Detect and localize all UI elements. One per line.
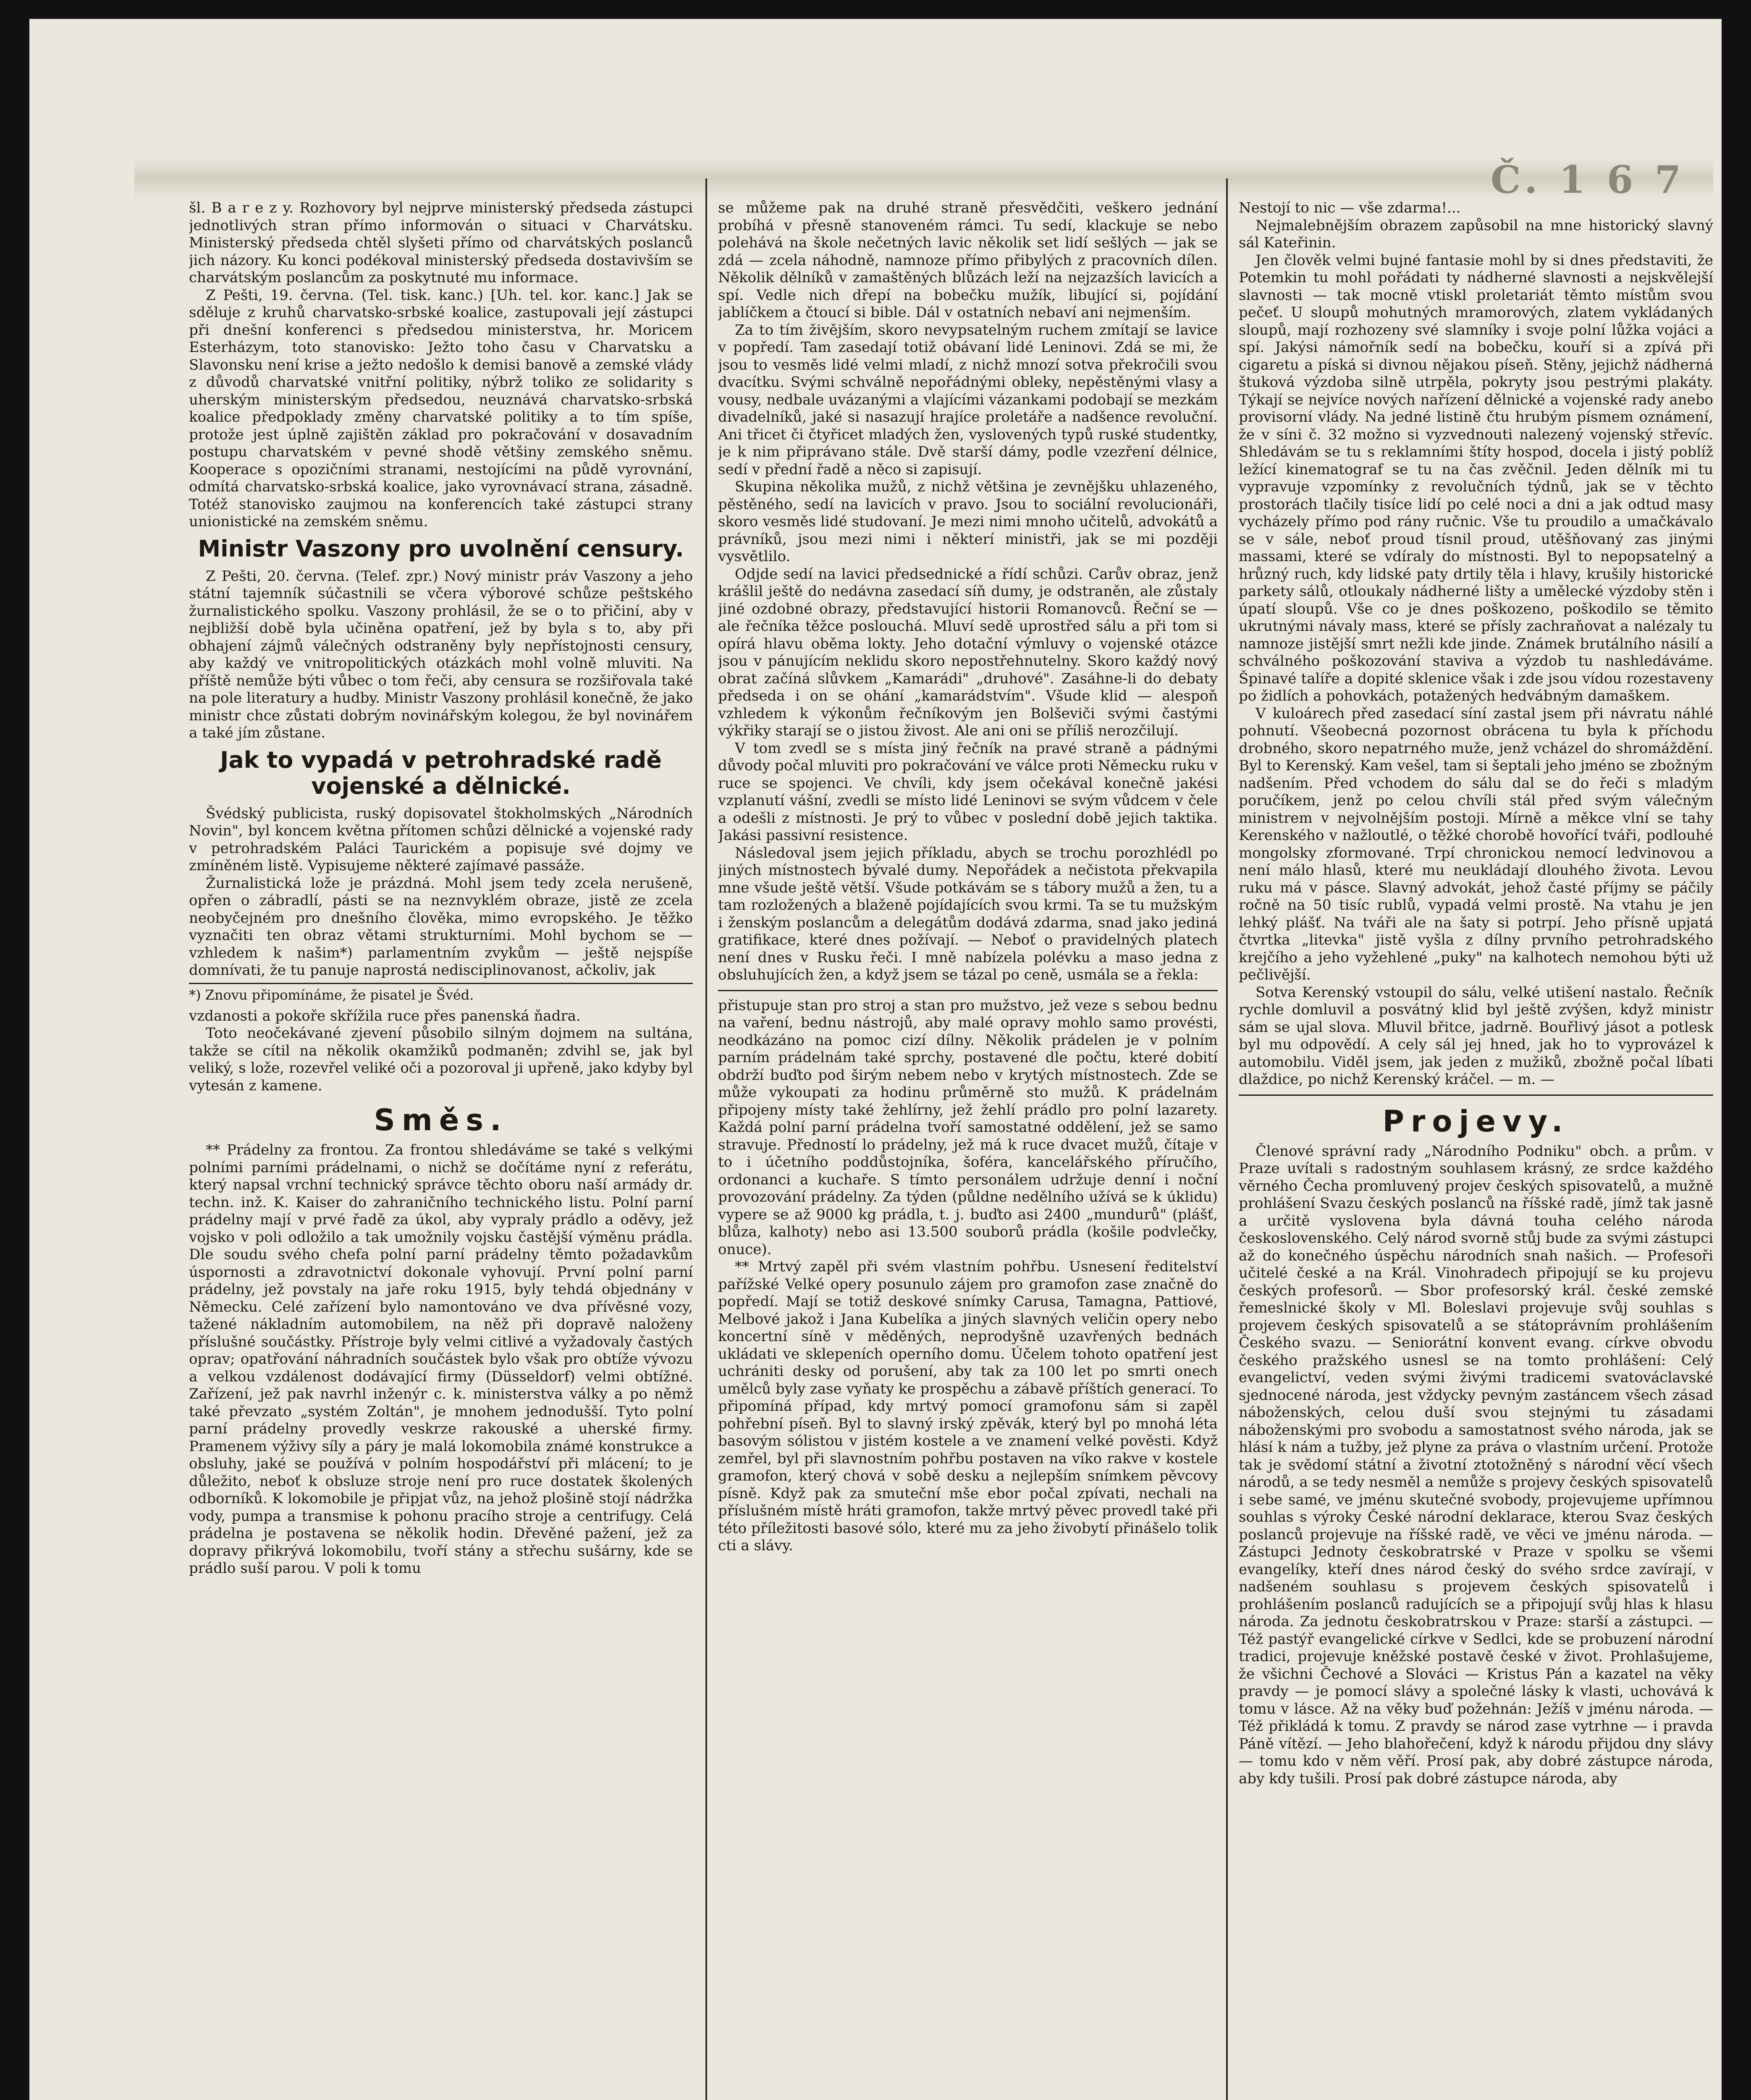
paragraph: Sotva Kerenský vstoupil do sálu, velké utišení nastalo. Řečník rychle domluvil a posvátný klid byl ještě zvýšen, když ministr sám se ujal slova. Mluvil břitce, jadrně. Bouřlivý jásot a potlesk byl mu odpovědí. A cely sál jej hned, jak ho to vyprovázel k automobilu. Viděl jsem, jak jeden z mužiků, zbožně počal líbati dlaždice, po nichž Kerenský kráčel. — m. — [1239, 984, 1713, 1088]
column-middle [718, 200, 1218, 2100]
paragraph: Za to tím živějším, skoro nevypsatelným ruchem zmítají se lavice v popředí. Tam zasedají totiž obávaní lidé Leninovi. Zdá se mi, že jsou to vesměs lidé velmi mladí, z nichž mnozí sotva překročili svou dvacítku. Svými schválně nepořádnými obleky, nepěstěnými vlasy a vousy, nedbale uvázanými a vlajícími vázankami podobají se mezkám divadelníků, jaké si nasazují hrajíce proletáře a nadšence revoluční. Ani třicet či čtyřicet mladých žen, vyslovených typů ruské studentky, je k nim připrávano stále. Dvě starší dámy, podle vzezření délnice, sedí v přední řadě a něco si zapisují. [718, 321, 1218, 478]
paragraph: V kuloárech před zasedací síní zastal jsem při návratu náhlé pohnutí. Všeobecná pozornost obrácena tu byla k příchodu drobného, skoro nepatrného muže, jenž vcházel do shromáždění. Byl to Kerenský. Kam vešel, tam si šeptali jeho jméno se zbožným nadšením. Před vchodem do sálu dal se do řeči s mladým poručíkem, jenž po celou chvíli stál před svým válečným ministrem v nejvolnějším postoji. Mírně a měkce vlní se tahy Kerenského v nažloutlé, o těžké chorobě hovořící tváři, podlouhé mongolsky zformované. Trpí chronickou nemocí ledvinovou a není málo hlasů, které mu neukládají dlouhého života. Levou ruku má v pásce. Slavný advokát, jehož časté příjmy se páčily ročně na 50 tisíc rublů, vypadá velmi prostě. Na vtahu je jen lehký plášť. Na tváři ale na šaty si potrpí. Jeho přísně upjatá čtvrtka „litevka" jistě vyšla z dílny prvního petrohradského krejčího a jeho vyžehlené „puky" na kalhotech nemohou býti už pečlivější. [1239, 705, 1713, 983]
divider [1239, 1095, 1713, 1096]
paragraph: ** Prádelny za frontou. Za frontou shledáváme se také s velkými polními parními prádelnami, o nichž se dočítáme nyní z referátu, který napsal vrchní technický správce těchto oboru naší armády dr. techn. inž. K. Kaiser do zahraničního technického listu. Polní parní prádelny mají v prvé řadě za úkol, aby vypraly prádlo a oděvy, jež vojsko v poli odložilo a tak umožnily vojsku častější výměnu prádla. Dle soudu svého chefa polní parní prádelny těmto požadavkům úspornosti a zdravotnictví dokonale vyhovují. První polní parní prádelny, jež povstaly na jaře roku 1915, byly tehdá objednány v Německu. Celé zařízení bylo namontováno ve dva přívěsné vozy, tažené nákladním automobilem, na něž při dopravě naloženy příslušné součástky. Přístroje byly velmi citlivé a vyžadovaly častých oprav; opatřování náhradních součástek bylo však pro obtíže vývozu a velkou vzdálenost dodávající firmy (Düsseldorf) velmi obtížné. Zařízení, jež pak navrhl inženýr c. k. ministerstva války a po němž také převzato „systém Zoltán", je mnohem jednodušší. Tyto polní parní prádelny provedly veskrze rakouské a uherské firmy. Pramenem výživy síly a páry je malá lokomobila známé konstrukce a obsluhy, jaké se používá v polním hospodářství při mlácení; to je důležito, neboť k obsluze stroje není pro ruce dostatek školených odborníků. K lokomobile je připjat vůz, na jehož plošině stojí nádržka vody, pumpa a transmise k pohonu pracího stroje a centrifugy. Celá prádelna je postavena se několik hodin. Dřevěné pažení, jež za dopravy přikrývá lokomobilu, tvoří stány a střechu sušárny, kde se prádlo suší parou. V poli k tomu [189, 1142, 693, 1577]
section-heading: Jak to vypadá v petrohradské radě vojenské a dělnické. [220, 746, 662, 799]
section-heading: Ministr Vaszony pro uvolnění censury. [198, 535, 684, 562]
paragraph: vzdanosti a pokoře skřížila ruce přes panenská ňadra. [189, 1007, 581, 1024]
paragraph: Odjde sedí na lavici předsednické a řídí schůzi. Carův obraz, jenž krášlil ještě do nedávna zasedací síň dumy, je odstraněn, ale zůstaly jiné ozdobné obrazy, představující historii Romanovců. Řeční se — ale řečníka těžce poslouchá. Mluví sedě uprostřed sálu a při tom si opírá hlavu oběma lokty. Jeho dotační výmluvy o vojenské otázce jsou v pánujícím neklidu skoro nepostřehnutelny. Skoro každý nový obrat začíná slůvkem „Kamarádi" „druhové". Zasáhne-li do debaty předseda i on se ohání „kamarádstvím". Všude klid — alespoň vzhledem k výkonům řečníkovým jen Bolševiči svými častými výkřiky starají se o jistou živost. Ale ani oni se příliš nerozčilují. [718, 565, 1218, 739]
paragraph: přistupuje stan pro stroj a stan pro mužstvo, jež veze s sebou bednu na vaření, bednu nástrojů, aby malé opravy mohlo samo provésti, neodkázáno na pomoc cizí dílny. Několik prádelen je v polním parním prádelnám také sprchy, postavené dle počtu, které dobití obdrží buďto pod širým nebem nebo v krytých místnostech. Zde se může vykoupati za hodinu průměrně sto mužů. K prádelnám připojeny místy také žehlírny, jež žehlí prádlo pro polní lazarety. Každá polní parní prádelna tvoří samostatné oddělení, jež se samo stravuje. Předností lo prádelny, jež má k ruce dvacet mužů, čítaje v to i účetního poddůstojníka, šoféra, kancelářského příručího, ordonanci a kuchaře. S tímto personálem udržuje denní i noční provozování prádelny. Za týden (půldne nedělního užívá se k úklidu) vypere se až 9000 kg prádla, t. j. buďto asi 2400 „mundurů" (plášť, blůza, kalhoty) nebo asi 13.500 souborů prádla (košile podvlečky, onuce). [718, 997, 1218, 1258]
paragraph: Členové správní rady „Národního Podniku" obch. a prům. v Praze uvítali s radostným souhlasem krásný, ze srdce každého věrného Čecha promluvený projev českých spisovatelů, a mužně prohlášení Svazu českých poslanců na říšské radě, jímž tak jasně a určitě vyslovena byla dávná touha celého národa československého. Celý národ svorně stůj bude za svými zástupci až do konečného úspěchu národních snah našich. — Profesoři učitelé české a na Král. Vinohradech připojují se ku projevu českých profesorů. — Sbor profesorský král. české zemské řemeslnické školy v Ml. Boleslavi projevuje svůj souhlas s projevem českých spisovatelů a se státoprávním prohlášením Českého svazu. — Seniorátní konvent evang. církve obvodu českého pražského usnesl se na tomto prohlášení: Celý evangelictví, veden svými živými tradicemi svatováclavské sjednocené národa, jest vždycky pevným zastáncem všech zásad náboženských, celou duší svou stejnými tu zásadami náboženskými pro svobodu a samostatnost svého národa, jak se hlásí k nám a tužby, jež plyne za práva o vlastním určení. Protože tak je svědomí státní a životní ztotožněný s národní věcí všech národů, a se tedy nesměl a nemůže s projevy českých spisovatelů i sebe samé, ve jménu skutečné svobody, projevujeme upřímnou souhlas s výroky České národní deklarace, kterou Svaz českých poslanců projevuje na říšské radě, ve věci ve jménu národa. — Zástupci Jednoty českobratrské v Praze v spolku se všemi evangelíky, kteří dnes národ český do svého srdce zavírají, v nadšeném souhlasu s projevem českých spisovatelů i prohlášením poslanců radujících se a připojují svůj hlas k hlasu národa. Za jednotu českobratrskou v Praze: starší a zástupci. — Též pastýř evangelické církve v Sedlci, kde se probuzení národní tradici, projevuje kněžské postavě české v život. Prohlašujeme, že všichni Čechové a Slováci — Kristus Pán a kazatel na věky pravdy — je pomocí slávy a společné lásky k vlasti, uchovává k tomu v lásce. Až na věky buď požehnán: Ježíš v jménu národa. — Též přikládá k tomu. Z pravdy se národ zase vytrhne — i pravda Páně vítězí. — Jeho blahořečení, když k národu přijdou dny slávy — tomu kdo v něm věří. Prosí pak, aby dobré zástupce národa, aby kdy tušili. Prosí pak dobré zástupce národa, aby [1239, 1142, 1713, 1787]
paragraph: Toto neočekávané zjevení působilo silným dojmem na sultána, takže se cítil na několik okamžiků podmaněn; zdvihl se, jak byl veliký, s lože, rozevřel veliké oči a pozoroval ji upřeně, jako kdyby byl vytesán z kamene. [189, 1025, 693, 1094]
section-heading: Směs. [374, 1103, 508, 1137]
paragraph: Jen člověk velmi bujné fantasie mohl by si dnes představiti, že Potemkin tu mohl pořádati ty nádherné slavnosti a nejskvělejší slavnosti — tak mocně vtiskl proletariát těmto místům svou pečeť. U sloupů mohutných mramorových, zlatem vykládaných sloupů, mají rozhozeny své slamníky i svoje polní lůžka vojáci a spí. Jakýsi námořník sedí na bobečku, kouří si a zpívá při cigaretu a píská si divnou nějakou píseň. Stěny, jejichž nádherná štuková výzdoba silně utrpěla, pokryty jsou pestrými plakáty. Týkají se nejvíce nových nařízení dělnické a vojenské rady anebo provisorní vlády. Na jedné listině čtu hrubým písmem oznámení, že v síni č. 32 možno si vyzvednouti nalezený vojenský střevíc. Shledávám se tu s reklamními štíty hospod, docela i jistý poblíž ležící kinematograf se tu na čas zvěčnil. Jeden dělník mi tu vypravuje vzpomínky z revolučních týdnů, jak se v těchto prostorách tlačily tisíce lidí po celé noci a dni a jak odtud masy vycházely přímo pod rány ručnic. Vše tu proudilo a umačkávalo se v sále, neboť proud tísnil proud, utěšňovaný zas jinými massami, které se vdíraly do místnosti. Byl to nepopsatelný a hrůzný ruch, kdy lidské paty drtily těla i hlavy, krušily historické parkety sálů, otloukaly nádherné lišty a umělecké výzdoby stěn i úpatí sloupů. Vše co je dnes poškozeno, poškodilo se těmito ukrutnými návaly mass, které se přísly zachraňovat a nalézaly tu namnoze jistější smrt nežli kde jinde. Známek brutálního násilí a schválného poškozování staviva a výzdob tu nashledáváme. Špinavé talíře a dopité sklenice však i zde jsou vídou rozestaveny po židlích a pohovkách, potažených hedvábným damaškem. [1239, 252, 1713, 704]
section-heading: Projevy. [1382, 1104, 1570, 1139]
page-number: Č. 1 6 7 [1491, 158, 1685, 202]
paragraph: ** Mrtvý zapěl při svém vlastním pohřbu. Usnesení ředitelství pařížské Velké opery posunulo zájem pro gramofon zase značně do popředí. Mají se totiž deskové snímky Carusa, Tamagna, Pattiové, Melbové jakož i Jana Kubelíka a jiných slavných veličin opery nebo koncertní síně v měděných, neprodyšně uzavřených bednách ukládati ve sklepeních operního domu. Účelem tohoto opatření jest uchrániti desky od porušení, aby tak za 100 let po smrti onech umělců byly zase vyňaty ke prospěchu a zábavě příštích generací. To připomíná případ, kdy mrtvý pomocí gramofonu sám si zapěl pohřební píseň. Byl to slavný irský zpěvák, který byl po mnohá léta basovým sólistou v jistém kostele a ve znamení velké pověsti. Když zemřel, byl při slavnostním pohřbu postaven na víko rakve v kostele gramofon, který chová v sobě desku a nejlepším snímkem pěvcovy písně. Když pak za smuteční mše ebor počal zpívati, nechali na příslušném místě hráti gramofon, takže mrtvý pěvec provedl také při této příležitosti basové sólo, které mu za jeho živobytí přinášelo tolik cti a slávy. [718, 1258, 1218, 1554]
paragraph: Následoval jsem jejich příkladu, abych se trochu porozhlédl po jiných místnostech bývalé dumy. Nepořádek a nečistota překvapila mne všude ještě větší. Všude potkávám se s tábory mužů a žen, tu a tam rozložených a blaženě pojídajících svou krmi. Ta se tu mužským i ženským poslancům a delegátům dodává zdarma, snad jako jediná gratifikace, které dnes požívají. — Neboť o pravidelných platech není dnes v Rusku řeči. I mně nabízela polévku a maso jedna z obsluhujících žen, a když jsem se tázal po ceně, usmála se a řekla: [718, 844, 1218, 983]
paragraph: Nestojí to nic — vše zdarma!... [1239, 200, 1461, 216]
column-right [1239, 200, 1713, 2100]
divider [718, 990, 1218, 991]
newspaper-page [29, 19, 1722, 2100]
paragraph: Nejmalebnějším obrazem zapůsobil na mne historický slavný sál Kateřinin. [1239, 217, 1713, 251]
paragraph: V tom zvedl se s místa jiný řečník na pravé straně a pádnými důvody počal mluviti pro pokračování ve válce proti Německu ruku v ruce se spojenci. Ve chvíli, kdy jsem očekával konečně jakési vzplanutí vášní, zvedli se místo lidé Leninovi se svým vůdcem v čele a odešli z místnosti. Je prý to vůbec v poslední době jejich taktika. Jakási passivní resistence. [718, 740, 1218, 844]
paragraph: se můžeme pak na druhé straně přesvědčiti, veškero jednání probíhá v přesně stanoveném rámci. Tu sedí, klackuje se nebo polehává na škole nečetných lavic několik set lidí sešlých — jak se zdá — zcela náhodně, namnoze přímo přibylých z pracovních dílen. Několik dělníků v zamaštěných blůzách leží na nejzazších lavicích a spí. Vedle nich dřepí na bobečku mužík, libující si, pojídání jablíčkem a čtoucí si bible. Dál v ostatních nebaví ani nejmenším. [718, 200, 1218, 321]
paragraph: Skupina několika mužů, z nichž většina je zevnějšku uhlazeného, pěstěného, sedí na lavicích v pravo. Jsou to sociální revolucionáři, skoro vesměs lidé studovaní. Je mezi nimi mnoho učitelů, advokátů a právníků, jsou mezi nimi i některí ministři, jak se mi později vysvětlilo. [718, 478, 1218, 565]
column-rule-2 [1226, 178, 1228, 2100]
paragraph: Žurnalistická lože je prázdná. Mohl jsem tedy zcela nerušeně, opřen o zábradlí, pásti se na neznvyklém obraze, jistě ze zcela neobyčejném pro dnešního člověka, mimo evropského. Je těžko vyznačiti ten obraz větami strukturními. Mohl bychom se — vzhledem k našim*) parlamentním zvykům — ještě nejspíše domnívati, že tu panuje naprostá nedisciplinovanost, ačkoliv, jak [189, 874, 693, 979]
paragraph: Z Pešti, 19. června. (Tel. tisk. kanc.) [Uh. tel. kor. kanc.] Jak se sděluje z kruhů charvatsko-srbské koalice, zastupovali její zástupci při dnešní konferenci s předsedou ministerstva, hr. Moricem Esterházym, toto stanovisko: Ježto toho času v Charvatsku a Slavonsku není krise a ježto nedošlo k demisi banově a zemské vlády z důvodů charvatské vnitřní politiky, nýbrž toliko ze solidarity s uherským ministerským předsedou, neuznává charvatsko-srbská koalice předpoklady změny charvatské politiky a to tím spíše, protože jest úplně zajištěn základ pro pokračování v dosavadním postupu charvatském v pevné shodě většiny zemského sněmu. Kooperace s opozičními stranami, nestojícími na půdě vyrovnání, odmítá charvatsko-srbská koalice, jako vyrovnávací strana, zásadně. Totéž stanovisko zaujmou na konferencích také zástupci strany unionistické na zemském sněmu. [189, 286, 693, 530]
column-rule-1 [705, 178, 707, 2100]
paragraph: Z Pešti, 20. června. (Telef. zpr.) Nový ministr práv Vaszony a jeho státní tajemník súčastnili se včera výborové schůze peštského žurnalistického spolku. Vaszony prohlásil, že se o to přičiní, aby v nejbližší době byla učiněna opatření, jež by byla s to, aby při obhajení zájmů válečných odstraněny byly nepřístojnosti censury, aby každý ve vnitropolitických otázkách mohl volně mluviti. Na příště nemůže býti vůbec o tom řeči, aby censura se rozšiřovala také na pole literatury a hudby. Ministr Vaszony prohlásil konečně, že jako ministr chce zůstati dobrým novinářským kolegou, že byl novinářem a také jím zůstane. [189, 567, 693, 741]
paragraph: Švédský publicista, ruský dopisovatel štokholmských „Národních Novin", byl koncem května přítomen schůzi dělnické a vojenské rady v petrohradském Paláci Taurickém a popisuje své dojmy ve zmíněném listě. Vypisujeme některé zajímavé passáže. [189, 805, 693, 874]
paragraph: šl. B a r e z y. Rozhovory byl nejprve ministerský předseda zástupci jednotlivých stran přímo informován o situaci v Charvátsku. Ministerský předseda chtěl slyšeti přímo od charvátských poslanců jich názory. Ku konci podékoval ministerský předseda dostavivším se charvátským poslancům za poskytnuté mu informace. [189, 200, 693, 286]
column-left [189, 200, 693, 2100]
faded-header-strip [134, 158, 1713, 200]
footnote: *) Znovu připomínáme, že pisatel je Švéd. [189, 983, 693, 1003]
